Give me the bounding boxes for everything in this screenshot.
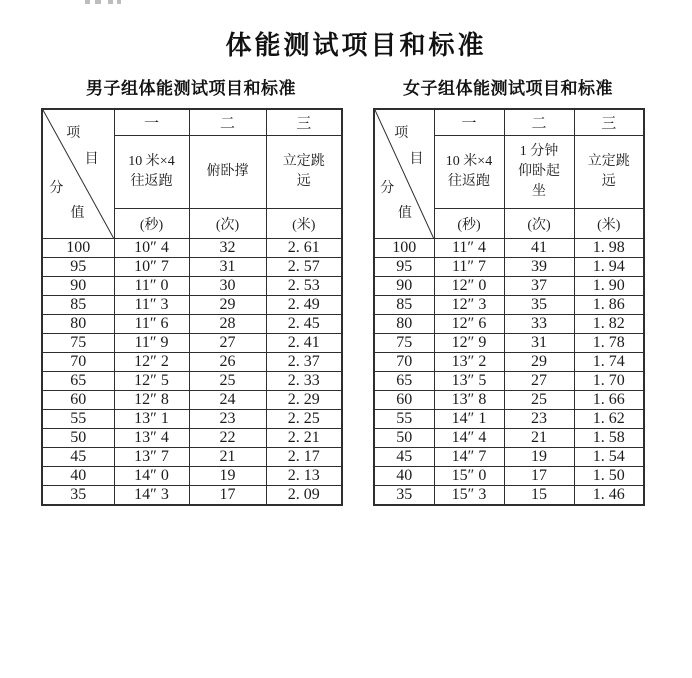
run-cell: 14″ 1 <box>434 410 504 429</box>
corner-label-char: 值 <box>70 206 85 222</box>
jump-cell: 2. 57 <box>266 258 342 277</box>
run-cell: 13″ 7 <box>114 448 189 467</box>
reps-cell: 23 <box>189 410 266 429</box>
cropped-text-fragment <box>85 0 125 5</box>
jump-cell: 1. 98 <box>574 239 644 258</box>
table-row <box>374 315 644 334</box>
jump-cell: 1. 46 <box>574 486 644 506</box>
table-row <box>374 372 644 391</box>
reps-cell: 22 <box>189 429 266 448</box>
column-name-cell <box>114 136 189 209</box>
jump-cell: 2. 17 <box>266 448 342 467</box>
score-cell: 85 <box>374 296 434 315</box>
run-cell: 12″ 2 <box>114 353 189 372</box>
jump-cell: 1. 74 <box>574 353 644 372</box>
page-title: 体能测试项目和标准 <box>225 30 487 61</box>
run-cell: 11″ 0 <box>114 277 189 296</box>
run-cell: 12″ 0 <box>434 277 504 296</box>
column-name-line: 立定跳 <box>587 154 630 169</box>
jump-cell: 2. 09 <box>266 486 342 506</box>
table-row <box>42 391 342 410</box>
jump-cell: 1. 62 <box>574 410 644 429</box>
run-cell: 12″ 8 <box>114 391 189 410</box>
column-number-cell: 一 <box>434 109 504 136</box>
run-cell: 11″ 3 <box>114 296 189 315</box>
corner-label-char: 分 <box>49 180 64 196</box>
reps-cell: 29 <box>504 353 574 372</box>
jump-cell: 2. 37 <box>266 353 342 372</box>
score-cell: 90 <box>374 277 434 296</box>
score-cell: 85 <box>42 296 114 315</box>
corner-header-cell <box>374 109 434 239</box>
reps-cell: 15 <box>504 486 574 506</box>
column-number-cell: 二 <box>189 109 266 136</box>
score-cell: 80 <box>374 315 434 334</box>
jump-cell: 1. 78 <box>574 334 644 353</box>
run-cell: 12″ 9 <box>434 334 504 353</box>
reps-cell: 31 <box>189 258 266 277</box>
table-row <box>42 239 342 258</box>
score-cell: 45 <box>374 448 434 467</box>
jump-cell: 2. 21 <box>266 429 342 448</box>
run-cell: 15″ 0 <box>434 467 504 486</box>
jump-cell: 2. 41 <box>266 334 342 353</box>
table-row <box>374 429 644 448</box>
run-cell: 15″ 3 <box>434 486 504 506</box>
table-row <box>374 391 644 410</box>
men-table-subtitle: 男子组体能测试项目和标准 <box>86 79 296 98</box>
reps-cell: 25 <box>189 372 266 391</box>
column-unit-cell: (次) <box>189 209 266 239</box>
table-row <box>42 277 342 296</box>
reps-cell: 28 <box>189 315 266 334</box>
reps-cell: 35 <box>504 296 574 315</box>
column-name-cell <box>504 136 574 209</box>
jump-cell: 2. 25 <box>266 410 342 429</box>
reps-cell: 41 <box>504 239 574 258</box>
jump-cell: 2. 61 <box>266 239 342 258</box>
women-table-section <box>373 78 643 506</box>
reps-cell: 37 <box>504 277 574 296</box>
column-number-cell: 三 <box>266 109 342 136</box>
run-cell: 10″ 4 <box>114 239 189 258</box>
column-unit-cell: (米) <box>574 209 644 239</box>
table-row <box>374 258 644 277</box>
column-number-cell: 三 <box>574 109 644 136</box>
reps-cell: 26 <box>189 353 266 372</box>
score-cell: 65 <box>374 372 434 391</box>
table-row <box>42 410 342 429</box>
corner-label-char: 项 <box>394 125 409 141</box>
reps-cell: 27 <box>189 334 266 353</box>
table-row <box>374 486 644 506</box>
column-unit-cell: (秒) <box>114 209 189 239</box>
run-cell: 10″ 7 <box>114 258 189 277</box>
column-name-line: 俯卧撑 <box>206 164 249 179</box>
table-row <box>374 353 644 372</box>
reps-cell: 25 <box>504 391 574 410</box>
score-cell: 40 <box>374 467 434 486</box>
column-unit-cell: (次) <box>504 209 574 239</box>
jump-cell: 2. 53 <box>266 277 342 296</box>
score-cell: 60 <box>42 391 114 410</box>
run-cell: 13″ 1 <box>114 410 189 429</box>
table-row <box>374 410 644 429</box>
score-cell: 70 <box>42 353 114 372</box>
run-cell: 14″ 0 <box>114 467 189 486</box>
table-row <box>42 486 342 506</box>
column-name-line: 10 米×4 <box>128 154 175 169</box>
column-name-line: 往返跑 <box>130 174 173 189</box>
men-score-table <box>41 108 343 506</box>
score-cell: 55 <box>374 410 434 429</box>
score-cell: 95 <box>42 258 114 277</box>
run-cell: 11″ 4 <box>434 239 504 258</box>
reps-cell: 23 <box>504 410 574 429</box>
reps-cell: 31 <box>504 334 574 353</box>
run-cell: 12″ 3 <box>434 296 504 315</box>
table-row <box>374 296 644 315</box>
score-cell: 80 <box>42 315 114 334</box>
score-cell: 100 <box>42 239 114 258</box>
women-table-subtitle: 女子组体能测试项目和标准 <box>403 79 613 98</box>
column-name-cell <box>266 136 342 209</box>
jump-cell: 2. 29 <box>266 391 342 410</box>
jump-cell: 1. 70 <box>574 372 644 391</box>
column-number-cell: 二 <box>504 109 574 136</box>
run-cell: 14″ 3 <box>114 486 189 506</box>
reps-cell: 17 <box>504 467 574 486</box>
reps-cell: 39 <box>504 258 574 277</box>
reps-cell: 21 <box>504 429 574 448</box>
table-row <box>42 353 342 372</box>
jump-cell: 1. 82 <box>574 315 644 334</box>
jump-cell: 2. 45 <box>266 315 342 334</box>
table-row <box>374 467 644 486</box>
column-name-cell <box>574 136 644 209</box>
corner-label-char: 分 <box>380 180 395 196</box>
run-cell: 14″ 7 <box>434 448 504 467</box>
column-name-line: 远 <box>601 174 616 189</box>
score-cell: 75 <box>42 334 114 353</box>
column-name-cell <box>189 136 266 209</box>
table-row <box>374 334 644 353</box>
score-cell: 35 <box>42 486 114 506</box>
reps-cell: 19 <box>504 448 574 467</box>
table-row <box>42 467 342 486</box>
jump-cell: 2. 33 <box>266 372 342 391</box>
column-unit-cell: (秒) <box>434 209 504 239</box>
score-cell: 70 <box>374 353 434 372</box>
corner-label-char: 值 <box>397 206 412 222</box>
table-row <box>42 258 342 277</box>
table-row <box>42 372 342 391</box>
reps-cell: 21 <box>189 448 266 467</box>
column-name-line: 1 分钟 <box>519 144 559 159</box>
reps-cell: 17 <box>189 486 266 506</box>
men-table-section <box>41 78 341 506</box>
run-cell: 13″ 8 <box>434 391 504 410</box>
score-cell: 100 <box>374 239 434 258</box>
women-score-table <box>373 108 645 506</box>
table-row <box>42 429 342 448</box>
corner-header-cell <box>42 109 114 239</box>
score-cell: 50 <box>374 429 434 448</box>
jump-cell: 1. 54 <box>574 448 644 467</box>
jump-cell: 1. 58 <box>574 429 644 448</box>
run-cell: 11″ 9 <box>114 334 189 353</box>
run-cell: 11″ 7 <box>434 258 504 277</box>
table-row <box>374 448 644 467</box>
jump-cell: 1. 94 <box>574 258 644 277</box>
reps-cell: 30 <box>189 277 266 296</box>
reps-cell: 19 <box>189 467 266 486</box>
jump-cell: 1. 86 <box>574 296 644 315</box>
column-name-line: 10 米×4 <box>445 154 493 169</box>
table-row <box>42 334 342 353</box>
run-cell: 13″ 2 <box>434 353 504 372</box>
jump-cell: 2. 13 <box>266 467 342 486</box>
column-name-line: 立定跳 <box>282 154 325 169</box>
jump-cell: 2. 49 <box>266 296 342 315</box>
score-cell: 60 <box>374 391 434 410</box>
score-cell: 95 <box>374 258 434 277</box>
score-cell: 65 <box>42 372 114 391</box>
score-cell: 45 <box>42 448 114 467</box>
score-cell: 40 <box>42 467 114 486</box>
score-cell: 55 <box>42 410 114 429</box>
score-cell: 35 <box>374 486 434 506</box>
column-number-cell: 一 <box>114 109 189 136</box>
column-name-line: 往返跑 <box>448 174 490 189</box>
run-cell: 12″ 5 <box>114 372 189 391</box>
corner-label-char: 项 <box>66 125 81 141</box>
column-unit-cell: (米) <box>266 209 342 239</box>
run-cell: 11″ 6 <box>114 315 189 334</box>
reps-cell: 24 <box>189 391 266 410</box>
column-name-cell <box>434 136 504 209</box>
jump-cell: 1. 66 <box>574 391 644 410</box>
run-cell: 13″ 4 <box>114 429 189 448</box>
corner-label-char: 目 <box>84 152 99 168</box>
column-name-line: 远 <box>296 174 311 189</box>
reps-cell: 33 <box>504 315 574 334</box>
reps-cell: 32 <box>189 239 266 258</box>
jump-cell: 1. 90 <box>574 277 644 296</box>
table-row <box>42 448 342 467</box>
jump-cell: 1. 50 <box>574 467 644 486</box>
run-cell: 13″ 5 <box>434 372 504 391</box>
score-cell: 50 <box>42 429 114 448</box>
run-cell: 12″ 6 <box>434 315 504 334</box>
score-cell: 75 <box>374 334 434 353</box>
table-row <box>42 315 342 334</box>
column-name-line: 仰卧起 <box>518 164 560 179</box>
table-row <box>374 239 644 258</box>
column-name-line: 坐 <box>532 184 546 199</box>
table-row <box>374 277 644 296</box>
reps-cell: 27 <box>504 372 574 391</box>
table-row <box>42 296 342 315</box>
corner-label-char: 目 <box>409 152 424 168</box>
score-cell: 90 <box>42 277 114 296</box>
reps-cell: 29 <box>189 296 266 315</box>
run-cell: 14″ 4 <box>434 429 504 448</box>
